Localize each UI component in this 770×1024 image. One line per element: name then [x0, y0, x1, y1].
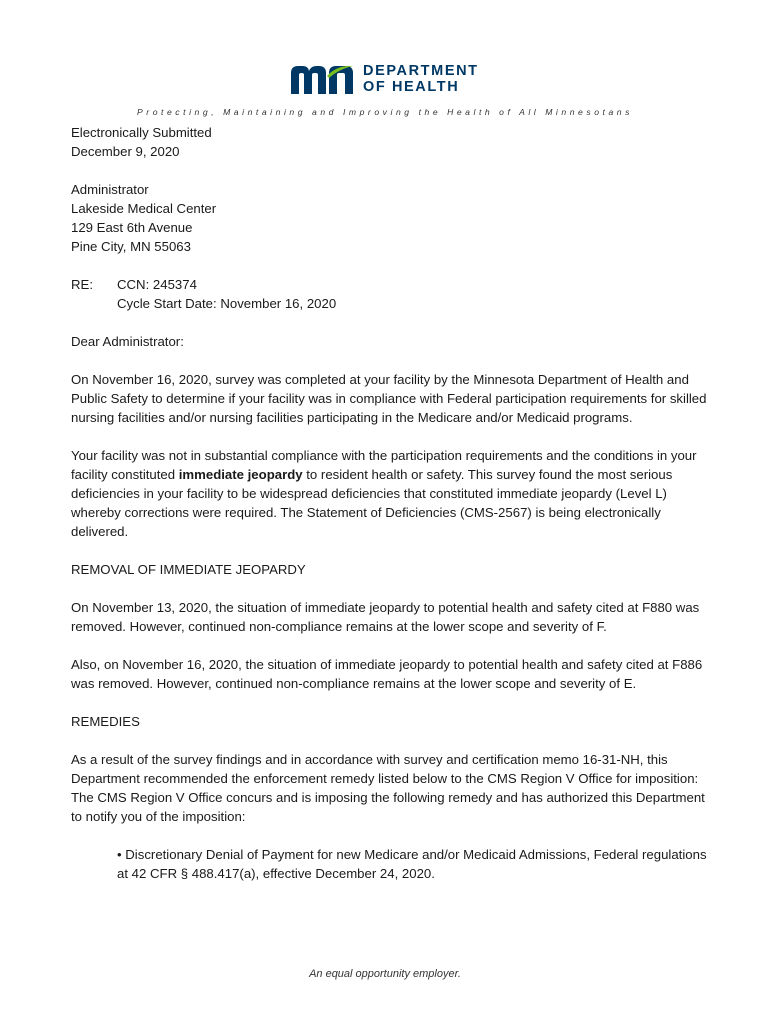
letter-date: December 9, 2020: [71, 144, 180, 159]
paragraph-remedies: As a result of the survey findings and in accordance with survey and certification memo 16-31-NH, this Department recommended the enforcement remedy listed below to the CMS Region V Office for imposition: The CMS Region V Office concurs and is imposing the following remedy and has authorized this Department to notify you of the imposition:: [71, 752, 705, 824]
para2-text: Your facility was not in substantial compliance with the participation requirements and the conditions in your facility constituted: [71, 448, 697, 482]
address-line: Pine City, MN 55063: [71, 239, 191, 254]
mn-logo-icon: [289, 64, 355, 94]
logo-line-1: DEPARTMENT: [363, 63, 479, 79]
logo-line-2: OF HEALTH: [363, 79, 460, 95]
remedy-bullet: • Discretionary Denial of Payment for new Medicare and/or Medicaid Admissions, Federal regulations at 42 CFR § 488.417(a), effective December 24, 2020.: [117, 847, 707, 881]
re-cycle-start: Cycle Start Date: November 16, 2020: [117, 296, 337, 311]
submission-line: Electronically Submitted: [71, 125, 212, 140]
tagline: Protecting, Maintaining and Improving the Health of All Minnesotans: [137, 107, 633, 117]
heading-removal: REMOVAL OF IMMEDIATE JEOPARDY: [71, 562, 306, 577]
address-line: Lakeside Medical Center: [71, 201, 217, 216]
heading-remedies: REMEDIES: [71, 714, 140, 729]
paragraph-compliance: [71, 446, 711, 541]
re-ccn: CCN: 245374: [117, 277, 197, 292]
salutation: Dear Administrator:: [71, 334, 184, 349]
paragraph-f886: Also, on November 16, 2020, the situation of immediate jeopardy to potential health and safety cited at F886 was removed. However, continued non-compliance remains at the lower scope and severity of E.: [71, 657, 703, 691]
re-block: [71, 275, 711, 294]
address-line: Administrator: [71, 182, 149, 197]
mn-health-logo: [289, 63, 479, 95]
footer-equal-opportunity: An equal opportunity employer.: [309, 968, 461, 980]
re-label: RE:: [71, 277, 93, 292]
para2-text-end: to resident health or safety. This survey found the most serious deficiencies in your facility to be widespread deficiencies that constituted immediate jeopardy (Level L) whereby corrections were required. The Statement of Deficiencies (CMS-2567) is being electronically delivered.: [71, 467, 673, 539]
immediate-jeopardy-emphasis: immediate jeopardy: [178, 467, 303, 482]
paragraph-survey: On November 16, 2020, survey was completed at your facility by the Minnesota Department of Health and Public Safety to determine if your facility was in compliance with Federal participation requirements for skilled nursing facilities and/or nursing facilities participating in the Medicare and/or Medicaid programs.: [71, 372, 707, 425]
address-line: 129 East 6th Avenue: [71, 220, 193, 235]
paragraph-f880: On November 13, 2020, the situation of immediate jeopardy to potential health and safety cited at F880 was removed. However, continued non-compliance remains at the lower scope and severity of F.: [71, 600, 700, 634]
letter-body: [71, 123, 711, 883]
